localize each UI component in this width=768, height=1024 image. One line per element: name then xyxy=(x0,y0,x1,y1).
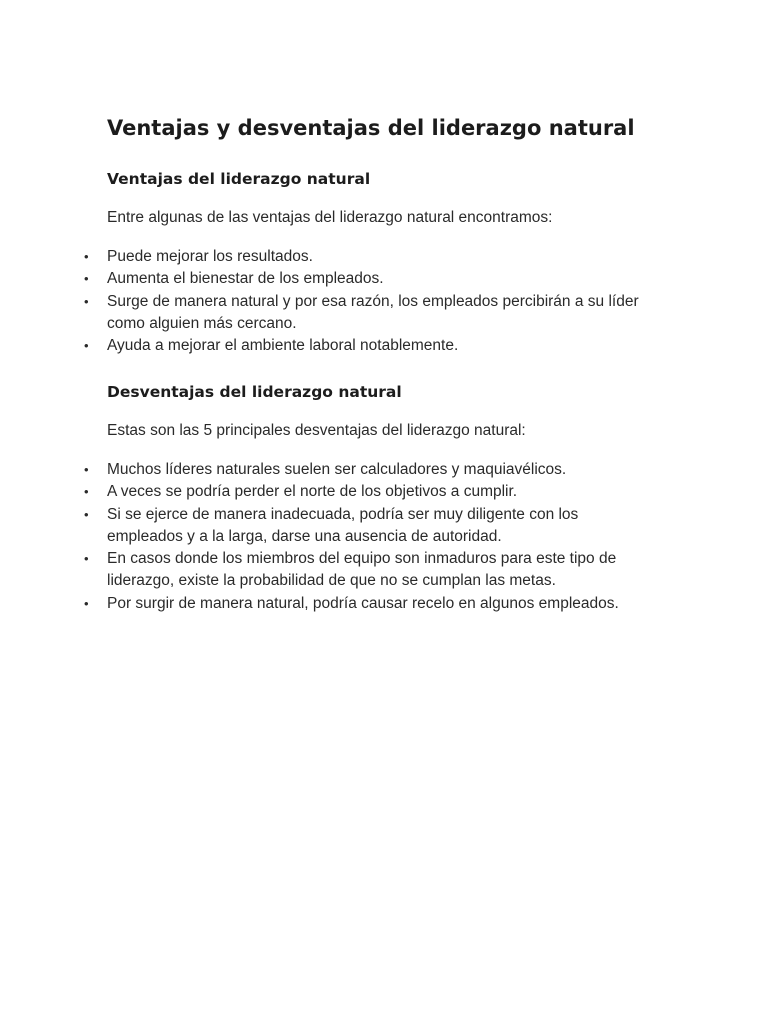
list-item-text: Si se ejerce de manera inadecuada, podría ser muy diligente con los empleados y a la larga, darse una ausencia de autoridad. xyxy=(107,505,579,545)
bullet-icon: • xyxy=(84,484,89,500)
list-item-text: Surge de manera natural y por esa razón, los empleados percibirán a su líder como alguien más cercano. xyxy=(107,292,639,332)
list-item-text: Ayuda a mejorar el ambiente laboral notablemente. xyxy=(107,337,459,355)
bullet-icon: • xyxy=(84,271,89,287)
bullet-icon: • xyxy=(84,462,89,477)
list-item xyxy=(0,481,652,503)
bullet-icon: • xyxy=(84,338,89,354)
list-item xyxy=(0,459,652,481)
list-item-text: Puede mejorar los resultados. xyxy=(107,248,313,265)
list-item-text: Por surgir de manera natural, podría causar recelo en algunos empleados. xyxy=(107,594,619,612)
document-title: Ventajas y desventajas del liderazgo natural xyxy=(107,116,635,140)
list-item xyxy=(0,335,652,357)
list-item xyxy=(0,593,652,615)
list-item xyxy=(0,504,652,549)
list-item-text: Aumenta el bienestar de los empleados. xyxy=(107,270,384,288)
bullet-icon: • xyxy=(84,595,89,611)
bullet-icon: • xyxy=(84,249,89,264)
list-item xyxy=(0,548,652,593)
list-item xyxy=(0,246,652,268)
list-item-text: A veces se podría perder el norte de los objetivos a cumplir. xyxy=(107,483,518,501)
section-intro-disadvantages: Estas son las 5 principales desventajas del liderazgo natural: xyxy=(107,422,526,439)
list-item xyxy=(0,268,652,290)
list-item-text: En casos donde los miembros del equipo son inmaduros para este tipo de liderazgo, existe la probabilidad de que no se cumplan las metas. xyxy=(107,550,617,590)
section-heading-advantages: Ventajas del liderazgo natural xyxy=(107,170,371,188)
section-intro-advantages: Entre algunas de las ventajas del liderazgo natural encontramos: xyxy=(107,209,553,226)
bullet-icon: • xyxy=(84,506,89,522)
list-item-text: Muchos líderes naturales suelen ser calculadores y maquiavélicos. xyxy=(107,461,567,478)
bullet-icon: • xyxy=(84,551,89,567)
list-item xyxy=(0,291,652,336)
section-heading-disadvantages: Desventajas del liderazgo natural xyxy=(107,383,402,401)
advantages-list xyxy=(0,246,768,357)
disadvantages-list xyxy=(0,459,768,615)
bullet-icon: • xyxy=(84,293,89,309)
